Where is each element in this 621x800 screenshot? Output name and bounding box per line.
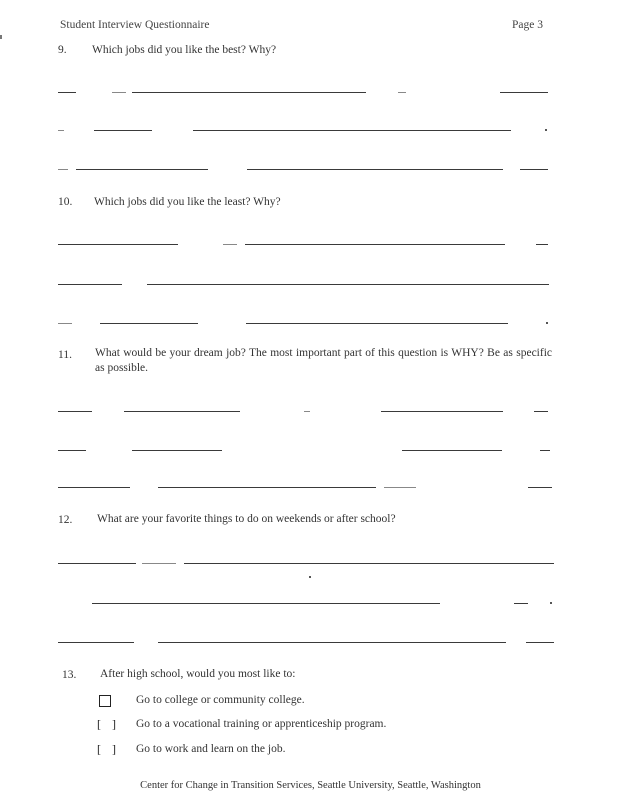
answer-line bbox=[520, 169, 548, 170]
answer-line bbox=[58, 130, 64, 131]
answer-line bbox=[514, 603, 528, 604]
answer-line bbox=[247, 169, 503, 170]
answer-line bbox=[58, 487, 130, 488]
answer-line bbox=[534, 411, 548, 412]
answer-line bbox=[184, 563, 554, 564]
answer-line bbox=[94, 130, 152, 131]
option-work-label: Go to work and learn on the job. bbox=[136, 743, 286, 755]
option-college-checkbox[interactable] bbox=[99, 695, 111, 707]
stray-mark bbox=[545, 129, 547, 131]
answer-line bbox=[58, 642, 134, 643]
question-11-number: 11. bbox=[58, 349, 72, 361]
question-12-text: What are your favorite things to do on weekends or after school? bbox=[97, 513, 396, 525]
question-10-text: Which jobs did you like the least? Why? bbox=[94, 196, 281, 208]
answer-line bbox=[92, 603, 440, 604]
option-college-label: Go to college or community college. bbox=[136, 694, 305, 706]
question-11-text: What would be your dream job? The most important part of this question is WHY? Be as specific as possible. bbox=[95, 347, 552, 374]
option-vocational-label: Go to a vocational training or apprenticeship program. bbox=[136, 718, 387, 730]
question-13-text: After high school, would you most like to: bbox=[100, 668, 296, 680]
answer-line bbox=[158, 487, 376, 488]
answer-line bbox=[112, 92, 126, 93]
answer-line bbox=[304, 411, 310, 412]
question-9-number: 9. bbox=[58, 44, 67, 56]
answer-line bbox=[124, 411, 240, 412]
answer-line bbox=[58, 563, 136, 564]
page-number: Page 3 bbox=[512, 19, 543, 31]
answer-line bbox=[58, 284, 122, 285]
answer-line bbox=[500, 92, 548, 93]
answer-line bbox=[142, 563, 176, 564]
question-12-number: 12. bbox=[58, 514, 73, 526]
answer-line bbox=[245, 244, 505, 245]
answer-line bbox=[528, 487, 552, 488]
answer-line bbox=[384, 487, 416, 488]
answer-line bbox=[193, 130, 511, 131]
answer-line bbox=[398, 92, 406, 93]
stray-mark bbox=[550, 602, 552, 604]
stray-mark bbox=[546, 322, 548, 324]
answer-line bbox=[381, 411, 503, 412]
answer-line bbox=[58, 92, 76, 93]
answer-line bbox=[536, 244, 548, 245]
option-vocational-checkbox[interactable]: [ ] bbox=[97, 717, 120, 731]
question-10-number: 10. bbox=[58, 196, 73, 208]
answer-line bbox=[223, 244, 237, 245]
answer-line bbox=[540, 450, 550, 451]
answer-line bbox=[526, 642, 554, 643]
option-work-checkbox[interactable]: [ ] bbox=[97, 742, 120, 756]
answer-line bbox=[132, 450, 222, 451]
answer-line bbox=[100, 323, 198, 324]
answer-line bbox=[132, 92, 366, 93]
answer-line bbox=[246, 323, 508, 324]
answer-line bbox=[76, 169, 208, 170]
question-13-number: 13. bbox=[62, 669, 77, 681]
answer-line bbox=[158, 642, 506, 643]
answer-line bbox=[58, 323, 72, 324]
answer-line bbox=[58, 450, 86, 451]
answer-line bbox=[58, 244, 178, 245]
scan-mark bbox=[0, 35, 2, 39]
answer-line bbox=[147, 284, 549, 285]
question-9-text: Which jobs did you like the best? Why? bbox=[92, 44, 277, 56]
answer-line bbox=[58, 411, 92, 412]
document-title: Student Interview Questionnaire bbox=[60, 19, 210, 31]
stray-mark bbox=[309, 576, 311, 578]
answer-line bbox=[58, 169, 68, 170]
page-footer: Center for Change in Transition Services, Seattle University, Seattle, Washington bbox=[140, 780, 481, 791]
answer-line bbox=[402, 450, 502, 451]
